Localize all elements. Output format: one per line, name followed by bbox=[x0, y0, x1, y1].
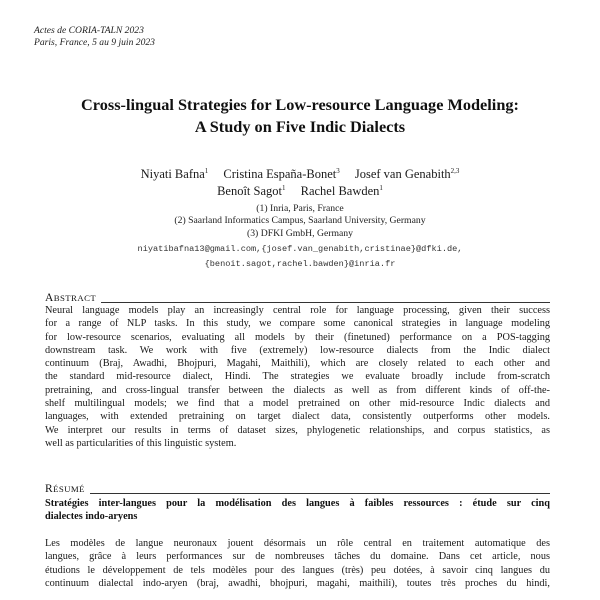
author-name: Rachel Bawden bbox=[300, 184, 380, 198]
abstract-heading-initial: A bbox=[45, 292, 54, 304]
abstract-line: pretraining, and cross-lingual transfer between the dialects as well as from different kinds of off-the- bbox=[45, 384, 550, 396]
author-affiliation-mark: 3 bbox=[336, 166, 340, 175]
author-name: Cristina España-Bonet bbox=[223, 167, 337, 181]
resume-heading bbox=[45, 483, 550, 496]
author bbox=[301, 184, 383, 198]
resume-heading-rest: ÉSUMÉ bbox=[53, 484, 85, 494]
title-line-1: Cross-lingual Strategies for Low-resource Language Modeling: bbox=[81, 95, 519, 114]
email-line-1[interactable]: niyatibafna13@gmail.com,{josef.van_genabith,cristinae}@dfki.de, bbox=[137, 244, 463, 254]
author-name: Niyati Bafna bbox=[140, 167, 205, 181]
abstract-line: for a range of NLP tasks. In this study, we compare some canonical strategies in language modeling bbox=[45, 318, 550, 330]
venue-info bbox=[34, 25, 155, 49]
resume-line: étudions le développement de tels modèles pour des langues (très) peu dotées, à savoir cinq langues du bbox=[45, 564, 550, 576]
email-list bbox=[0, 242, 600, 272]
author-affiliation-mark: 1 bbox=[282, 183, 286, 192]
abstract-line: shelf multilingual models; we find that a model pretrained on other mid-resource Indic dialects and bbox=[45, 398, 550, 410]
email-line-2[interactable]: {benoit.sagot,rachel.bawden}@inria.fr bbox=[204, 259, 396, 269]
abstract-line: Neural language models play an increasingly central role for language processing, given their success bbox=[45, 305, 550, 316]
venue-name: Actes de CORIA-TALN 2023 bbox=[34, 25, 144, 36]
venue-location-date: Paris, France, 5 au 9 juin 2023 bbox=[34, 37, 155, 48]
resume-text bbox=[45, 537, 550, 590]
paper-title bbox=[0, 94, 600, 138]
title-line-2: A Study on Five Indic Dialects bbox=[194, 117, 406, 136]
author bbox=[141, 167, 209, 181]
resume-heading-initial: R bbox=[45, 483, 54, 495]
author-list bbox=[0, 166, 600, 200]
resume-title-line: dialectes indo-aryens bbox=[45, 511, 138, 523]
abstract-line: downstream task. We work with five (extremely) low-resource dialects from the Indic dialect bbox=[45, 344, 550, 356]
affiliation-list bbox=[0, 203, 600, 240]
affiliation: (2) Saarland Informatics Campus, Saarland University, Germany bbox=[174, 215, 426, 227]
section-rule bbox=[101, 302, 550, 303]
affiliation: (1) Inria, Paris, France bbox=[256, 203, 344, 214]
abstract-line: well as particularities of this linguistic system. bbox=[45, 437, 237, 449]
author bbox=[217, 184, 285, 198]
resume-line: continuum dialectal indo-aryen (braj, awadhi, bhojpuri, magahi, maithili), toutes très proches du hindi, bbox=[45, 577, 550, 589]
resume-line: Les modèles de langue neuronaux jouent désormais un rôle central en traitement automatique des bbox=[45, 538, 550, 549]
section-rule bbox=[90, 493, 550, 494]
author-affiliation-mark: 1 bbox=[204, 166, 209, 175]
author-affiliation-mark: 1 bbox=[379, 183, 383, 192]
author bbox=[223, 167, 339, 181]
resume-line: langues, grâce à leurs performances sur de nombreuses tâches du domaine. Dans cet article, nous bbox=[45, 551, 550, 563]
abstract-heading-rest: BSTRACT bbox=[53, 293, 97, 303]
author-name: Benoît Sagot bbox=[217, 184, 282, 198]
abstract-line: We interpret our results in terms of dataset sizes, phylogenetic relationships, and corpus statistics, as bbox=[45, 424, 550, 436]
author-affiliation-mark: 2,3 bbox=[450, 166, 460, 175]
abstract-text bbox=[45, 304, 550, 450]
author-row-1 bbox=[0, 166, 600, 183]
author bbox=[355, 167, 460, 181]
abstract-line: continuum (Braj, Awadhi, Bhojpuri, Magahi, Maithili), which are closely related to each other and bbox=[45, 358, 550, 370]
abstract-line: the standard mid-resource dialect, Hindi. The strategies we evaluate broadly include from-scratch bbox=[45, 371, 550, 383]
affiliation: (3) DFKI GmbH, Germany bbox=[246, 227, 353, 239]
abstract-line: for low-resource scenarios, evaluating all models by their (finetuned) performance on a POS-tagging bbox=[45, 331, 550, 343]
resume-title-line: Stratégies inter-langues pour la modélisation des langues à faibles ressources : étude sur cinq bbox=[45, 498, 550, 509]
author-name: Josef van Genabith bbox=[354, 167, 451, 181]
author-row-2 bbox=[0, 183, 600, 200]
abstract-line: languages, with extended pretraining on target dialect data, consistently outperforms other models. bbox=[45, 411, 550, 423]
resume-title bbox=[45, 497, 550, 524]
